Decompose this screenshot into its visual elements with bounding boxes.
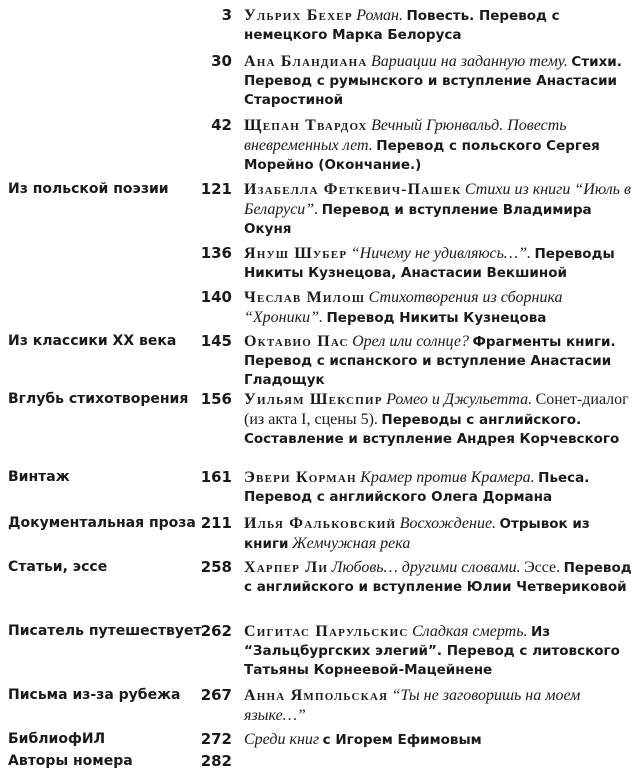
work-title: Среди книг	[244, 731, 320, 748]
work-genre: Сонет-диалог (из акта I, сцены 5).	[244, 391, 629, 428]
entry-text	[244, 180, 636, 239]
section-label: Авторы номера	[8, 753, 133, 769]
page-number: 3	[221, 6, 232, 24]
work-title: Любовь… другими словами.	[331, 559, 521, 576]
work-genre: Эссе.	[524, 559, 561, 576]
work-title: Крамер против Крамера.	[360, 469, 535, 486]
page-number: 282	[200, 752, 232, 770]
work-description: Перевод и вступление Владимира Окуня	[244, 202, 592, 237]
work-title: Роман.	[356, 7, 403, 24]
work-title: Ромео и Джульетта.	[386, 391, 533, 408]
work-description: Стихи. Перевод с румынского и вступление Анастасии Старостиной	[244, 54, 622, 108]
section-label: Из польской поэзии	[8, 181, 169, 197]
entry-text	[244, 288, 636, 328]
work-description: Фрагменты книги. Перевод с испанского и вступление Анастасии Гладощук	[244, 334, 616, 388]
work-description: Повесть. Перевод с немецкого Марка Белоруса	[244, 8, 560, 43]
work-description: Переводы Никиты Кузнецова, Анастасии Векшиной	[244, 246, 615, 281]
entry-text	[244, 244, 636, 283]
page-number: 211	[200, 514, 232, 532]
author-name: Анна Ямпольская	[244, 687, 389, 704]
author-name: Сигитас Парульскис	[244, 623, 409, 640]
author-name: Уильям Шекспир	[244, 391, 383, 408]
entry-text	[244, 730, 636, 750]
section-label: Из классики XX века	[8, 333, 177, 349]
section-label: Документальная проза	[8, 515, 196, 531]
entry-text	[244, 622, 636, 680]
entry-text	[244, 116, 636, 175]
page-number: 258	[200, 558, 232, 576]
page-number: 42	[211, 116, 232, 134]
section-label: Статьи, эссе	[8, 559, 108, 575]
page-number: 156	[200, 390, 232, 408]
section-label: БиблиофИЛ	[8, 731, 106, 747]
page-number: 262	[200, 622, 232, 640]
section-label: Письма из-за рубежа	[8, 687, 181, 703]
entry-text	[244, 686, 636, 726]
work-title: Вечный Грюнвальд. Повесть вневременных лет.	[244, 117, 567, 154]
entry-text	[244, 6, 636, 45]
page-number: 267	[200, 686, 232, 704]
work-description: Пьеса. Перевод с английского Олега Дормана	[244, 470, 590, 505]
page-number: 121	[200, 180, 232, 198]
page-number: 161	[200, 468, 232, 486]
work-title: “Ты не заговоришь на моем языке…”	[244, 687, 581, 724]
work-description: Перевод с польского Сергея Морейно (Окончание.)	[244, 138, 600, 173]
section-label: Писатель путешествует	[8, 623, 202, 639]
author-name: Харпер Ли	[244, 559, 329, 576]
work-title: Вариации на заданную тему.	[371, 53, 568, 70]
author-name: Илья Фальковский	[244, 515, 397, 532]
author-name: Изабелла Феткевич-Пашек	[244, 181, 462, 198]
work-description: Из “Зальцбургских элегий”. Перевод с литовского Татьяны Корнеевой-Мацейнене	[244, 624, 620, 678]
work-title: Сладкая смерть.	[411, 623, 528, 640]
author-name: Ульрих Бехер	[244, 7, 353, 24]
work-description: Отрывок из книги	[244, 516, 590, 552]
author-name: Чеслав Милош	[244, 289, 366, 306]
section-label: Винтаж	[8, 469, 70, 485]
page-number: 30	[211, 52, 232, 70]
page-number: 272	[200, 730, 232, 748]
page-number: 140	[200, 288, 232, 306]
work-title: Стихи из книги “Июль в Беларуси”.	[244, 181, 631, 218]
entry-text	[244, 468, 636, 507]
author-name: Щепан Твардох	[244, 117, 368, 134]
author-name: Эвери Корман	[244, 469, 357, 486]
entry-text	[244, 52, 636, 110]
work-title: Восхождение.	[399, 515, 497, 532]
page-number: 136	[200, 244, 232, 262]
entry-text	[244, 514, 636, 554]
section-label: Вглубь стихотворения	[8, 391, 189, 407]
work-description: с Игорем Ефимовым	[322, 732, 482, 748]
work-title: Стихотворения из сборника “Хроники”.	[244, 289, 563, 326]
book-title: Жемчужная река	[291, 535, 411, 552]
entry-text	[244, 332, 636, 390]
work-description: Перевод Никиты Кузнецова	[326, 310, 547, 326]
author-name: Януш Шубер	[244, 245, 348, 262]
page-number: 145	[200, 332, 232, 350]
entry-text	[244, 558, 636, 597]
work-title: “Ничему не удивляюсь…”.	[350, 245, 531, 262]
work-title: Орел или солнце?	[352, 333, 470, 350]
author-name: Октавио Пас	[244, 333, 349, 350]
work-description: Переводы с английского. Составление и вступление Андрея Корчевского	[244, 412, 620, 447]
entry-text	[244, 390, 636, 449]
author-name: Ана Бландиана	[244, 53, 368, 70]
work-description: Перевод с английского и вступление Юлии Четвериковой	[244, 560, 632, 595]
